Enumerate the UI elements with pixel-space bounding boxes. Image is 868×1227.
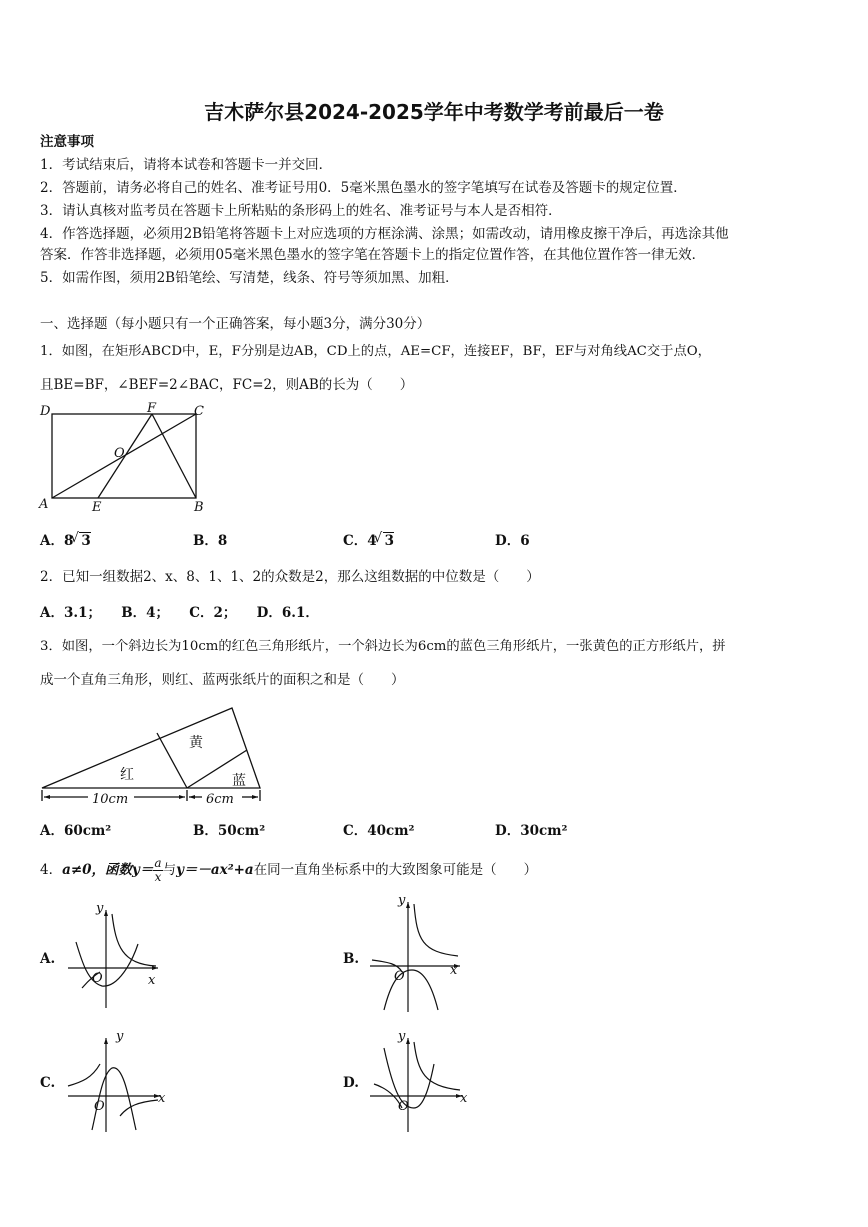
q3-option-c[interactable]: C．40cm² [343, 823, 415, 839]
option-c-radicand: 3 [384, 533, 395, 549]
option-c-coef: C．4 [343, 533, 377, 549]
label-a: A [39, 497, 49, 512]
q4-graph-c [62, 1024, 174, 1136]
axis-x-label: x [460, 1091, 468, 1106]
label-blue: 蓝 [232, 773, 246, 789]
origin-label: O [92, 971, 103, 986]
q2-options[interactable]: A．3.1； B．4； C．2； D．6.1． [40, 605, 319, 621]
q3-option-a[interactable]: A．60cm² [40, 823, 112, 839]
q4-connector: 与 [162, 862, 177, 878]
origin-label: O [394, 969, 405, 984]
axis-y-label: y [398, 1029, 406, 1044]
q4-option-c[interactable]: C. [40, 1075, 56, 1091]
axis-x-label: x [450, 963, 458, 978]
label-b: B [194, 500, 204, 515]
axis-y-label: y [96, 901, 104, 916]
fraction-numerator: a [154, 856, 162, 870]
q1-option-b[interactable]: B．8 [193, 533, 228, 549]
q4-option-b[interactable]: B. [343, 951, 360, 967]
q1-text: 1．如图，在矩形ABCD中，E，F分别是边AB，CD上的点，AE=CF，连接EF，BF，EF与对角线AC交于点O， [40, 344, 711, 359]
q4-condition: a≠0，函数 [62, 862, 133, 878]
q3-option-b[interactable]: B．50cm² [193, 823, 266, 839]
q4-text [40, 850, 537, 890]
q1-text: 且BE=BF，∠BEF=2∠BAC，FC=2，则AB的长为（ ） [40, 377, 414, 393]
sqrt-symbol: √ 3 [373, 530, 395, 549]
option-a-coef: A．8 [40, 533, 74, 549]
notice-item: 答案．作答非选择题，必须用05毫米黑色墨水的签字笔在答题卡上的指定位置作答，在其他位置作答一律无效． [40, 247, 706, 263]
q4-function2: y＝－ax²+a [176, 862, 254, 878]
notice-item: 1．考试结束后，请将本试卷和答题卡一并交回． [40, 157, 333, 173]
label-d: D [40, 404, 51, 419]
label-c: C [194, 404, 204, 419]
label-red: 红 [120, 767, 134, 783]
q4-option-d[interactable]: D. [343, 1075, 359, 1091]
q1-option-a[interactable] [40, 529, 91, 549]
label-f: F [147, 401, 157, 416]
q3-text: 成一个直角三角形，则红、蓝两张纸片的面积之和是（ ） [40, 672, 405, 688]
notice-heading: 注意事项 [40, 134, 94, 150]
sqrt-symbol: √ 3 [70, 530, 91, 549]
axis-x-label: x [148, 973, 156, 988]
q4-option-a[interactable]: A. [40, 951, 56, 967]
q4-function1: y＝ [132, 862, 154, 878]
section-heading: 一、选择题（每小题只有一个正确答案，每小题3分，满分30分） [40, 316, 431, 332]
origin-label: O [398, 1099, 409, 1114]
q1-option-d[interactable]: D．6 [495, 533, 530, 549]
fraction-denominator: x [154, 870, 162, 884]
notice-item: 5．如需作图，须用2B铅笔绘、写清楚，线条、符号等须加黑、加粗． [40, 270, 459, 286]
q1-option-c[interactable] [343, 529, 394, 549]
q4-tail: 在同一直角坐标系中的大致图象可能是（ ） [253, 862, 538, 878]
label-6cm: 6cm [206, 792, 234, 807]
q3-text: 3．如图，一个斜边长为10cm的红色三角形纸片，一个斜边长为6cm的蓝色三角形纸片，一张黄色的正方形纸片，拼 [40, 639, 726, 654]
origin-label: O [94, 1099, 105, 1114]
q1-rectangle-figure [36, 398, 216, 518]
notice-item: 3．请认真核对监考员在答题卡上所粘贴的条形码上的姓名、准考证号与本人是否相符． [40, 203, 562, 219]
q4-graph-a [62, 896, 172, 1012]
q3-option-d[interactable]: D．30cm² [495, 823, 568, 839]
label-e: E [92, 500, 102, 515]
q4-graph-d [364, 1024, 476, 1136]
label-10cm: 10cm [92, 792, 129, 807]
q4-number: 4． [40, 862, 63, 878]
page-title: 吉木萨尔县2024-2025学年中考数学考前最后一卷 [204, 100, 664, 124]
q3-triangle-figure [36, 700, 268, 812]
q2-text: 2．已知一组数据2、x、8、1、1、2的众数是2，那么这组数据的中位数是（ ） [40, 569, 540, 585]
label-o: O [114, 446, 125, 461]
notice-item: 2．答题前，请务必将自己的姓名、准考证号用0．5毫米黑色墨水的签字笔填写在试卷及答题卡的规定位置． [40, 180, 687, 196]
q4-graph-b [364, 890, 474, 1016]
notice-item: 4．作答选择题，必须用2B铅笔将答题卡上对应选项的方框涂满、涂黑；如需改动，请用橡皮擦干净后，再选涂其他 [40, 226, 729, 242]
label-yellow: 黄 [189, 735, 203, 751]
axis-x-label: x [158, 1091, 166, 1106]
axis-y-label: y [116, 1029, 124, 1044]
option-a-radicand: 3 [81, 533, 91, 549]
axis-y-label: y [398, 893, 406, 908]
q4-fraction [153, 857, 162, 884]
